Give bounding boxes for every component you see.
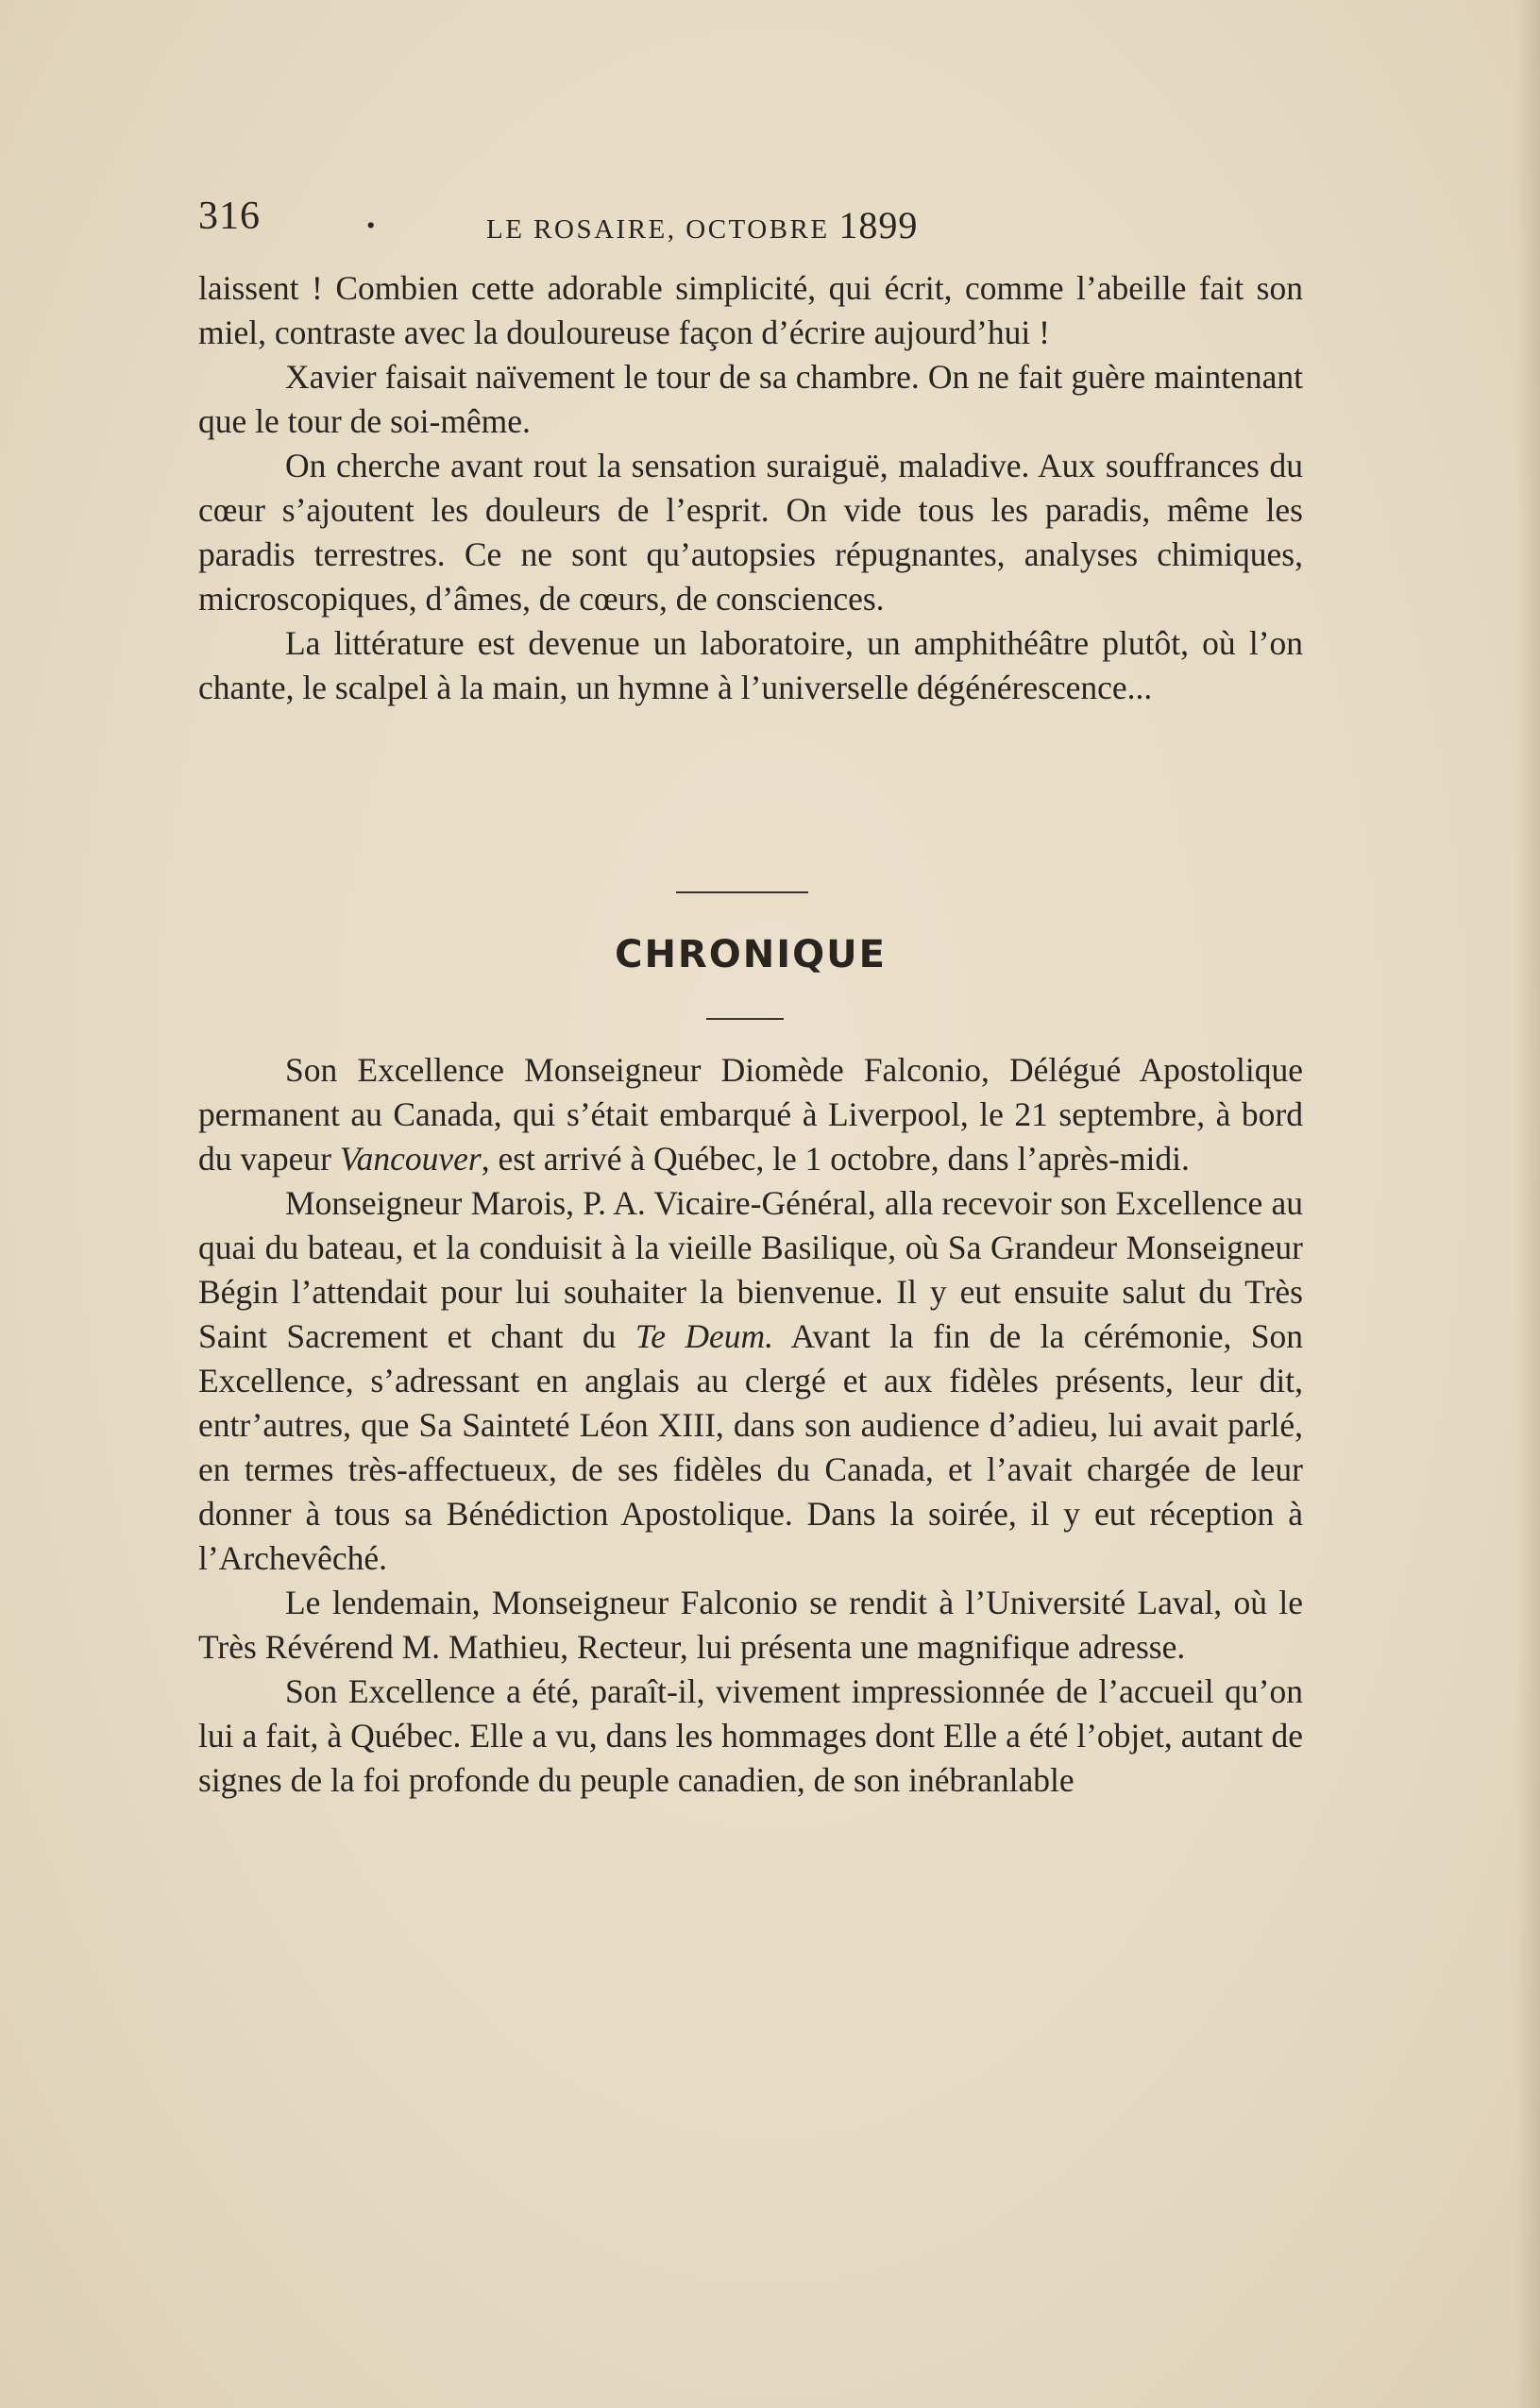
chronique-text-run: , est arrivé à Québec, le 1 octobre, dans l’après-midi. xyxy=(481,1140,1190,1178)
section-heading: CHRONIQUE xyxy=(615,933,887,976)
chronique-text xyxy=(198,1048,1303,1803)
hymn-title: Te Deum. xyxy=(635,1317,774,1355)
intro-paragraph: On cherche avant rout la sensation suraiguë, maladive. Aux souffrances du cœur s’ajoutent les douleurs de l’esprit. On vide tous les paradis, même les paradis terrestres. Ce ne sont qu’autopsies répugnantes, analyses chimiques, microscopiques, d’âmes, de cœurs, de consciences. xyxy=(198,447,1303,618)
intro-text xyxy=(198,266,1303,710)
chronique-text-run: Son Excellence Monseigneur Diomède Falconio, Délégué Apostolique permanent au Canada, qui s’était embarqué à Liverpool, le 21 septembre, à bord du vapeur xyxy=(198,1051,1303,1178)
chronique-paragraph xyxy=(198,1181,1303,1581)
running-title-year: 1899 xyxy=(838,204,919,246)
chronique-paragraph: Le lendemain, Monseigneur Falconio se rendit à l’Université Laval, où le Très Révérend M. Mathieu, Recteur, lui présenta une magnifique adresse. xyxy=(198,1584,1303,1666)
page-edge-shadow xyxy=(1515,0,1540,2408)
chronique-text-run: Monseigneur Marois, P. A. Vicaire-Général, alla recevoir son Excellence au quai du bateau, et la conduisit à la vieille Basilique, où Sa Grandeur Monseigneur Bégin l’attendait pour lui souhaiter la bienvenue. Il y eut ensuite salut du Très Saint Sacrement et chant du xyxy=(198,1184,1303,1355)
intro-paragraph: La littérature est devenue un laboratoire, un amphithéâtre plutôt, où l’on chante, le scalpel à la main, un hymne à l’universelle dégénérescence... xyxy=(198,624,1303,706)
section-divider-bottom xyxy=(706,1018,784,1020)
running-title xyxy=(486,203,918,247)
chronique-paragraph xyxy=(198,1048,1303,1181)
running-header xyxy=(198,194,1303,250)
intro-paragraph: Xavier faisait naïvement le tour de sa chambre. On ne fait guère maintenant que le tour de soi-même. xyxy=(198,358,1303,440)
section-divider-top xyxy=(676,891,808,893)
intro-paragraph: laissent ! Combien cette adorable simplicité, qui écrit, comme l’abeille fait son miel, contraste avec la douloureuse façon d’écrire aujourd’hui ! xyxy=(198,269,1303,351)
page-number: 316 xyxy=(198,195,261,238)
ship-name: Vancouver xyxy=(339,1140,482,1178)
chronique-paragraph: Son Excellence a été, paraît-il, vivement impressionnée de l’accueil qu’on lui a fait, à Québec. Elle a vu, dans les hommages dont Elle a été l’objet, autant de signes de la foi profonde du peuple canadien, de son inébranlable xyxy=(198,1672,1303,1799)
chronique-text-run: Avant la fin de la cérémonie, Son Excellence, s’adressant en anglais au clergé et aux fidèles présents, leur dit, entr’autres, que Sa Sainteté Léon XIII, dans son audience d’adieu, lui avait parlé, en termes très-affectueux, de ses fidèles du Canada, et l’avait chargée de leur donner à tous sa Bénédiction Apostolique. Dans la soirée, il y eut réception à l’Archevêché. xyxy=(198,1317,1303,1577)
running-title-text: LE ROSAIRE, OCTOBRE xyxy=(486,214,839,245)
header-separator: . xyxy=(366,196,376,236)
